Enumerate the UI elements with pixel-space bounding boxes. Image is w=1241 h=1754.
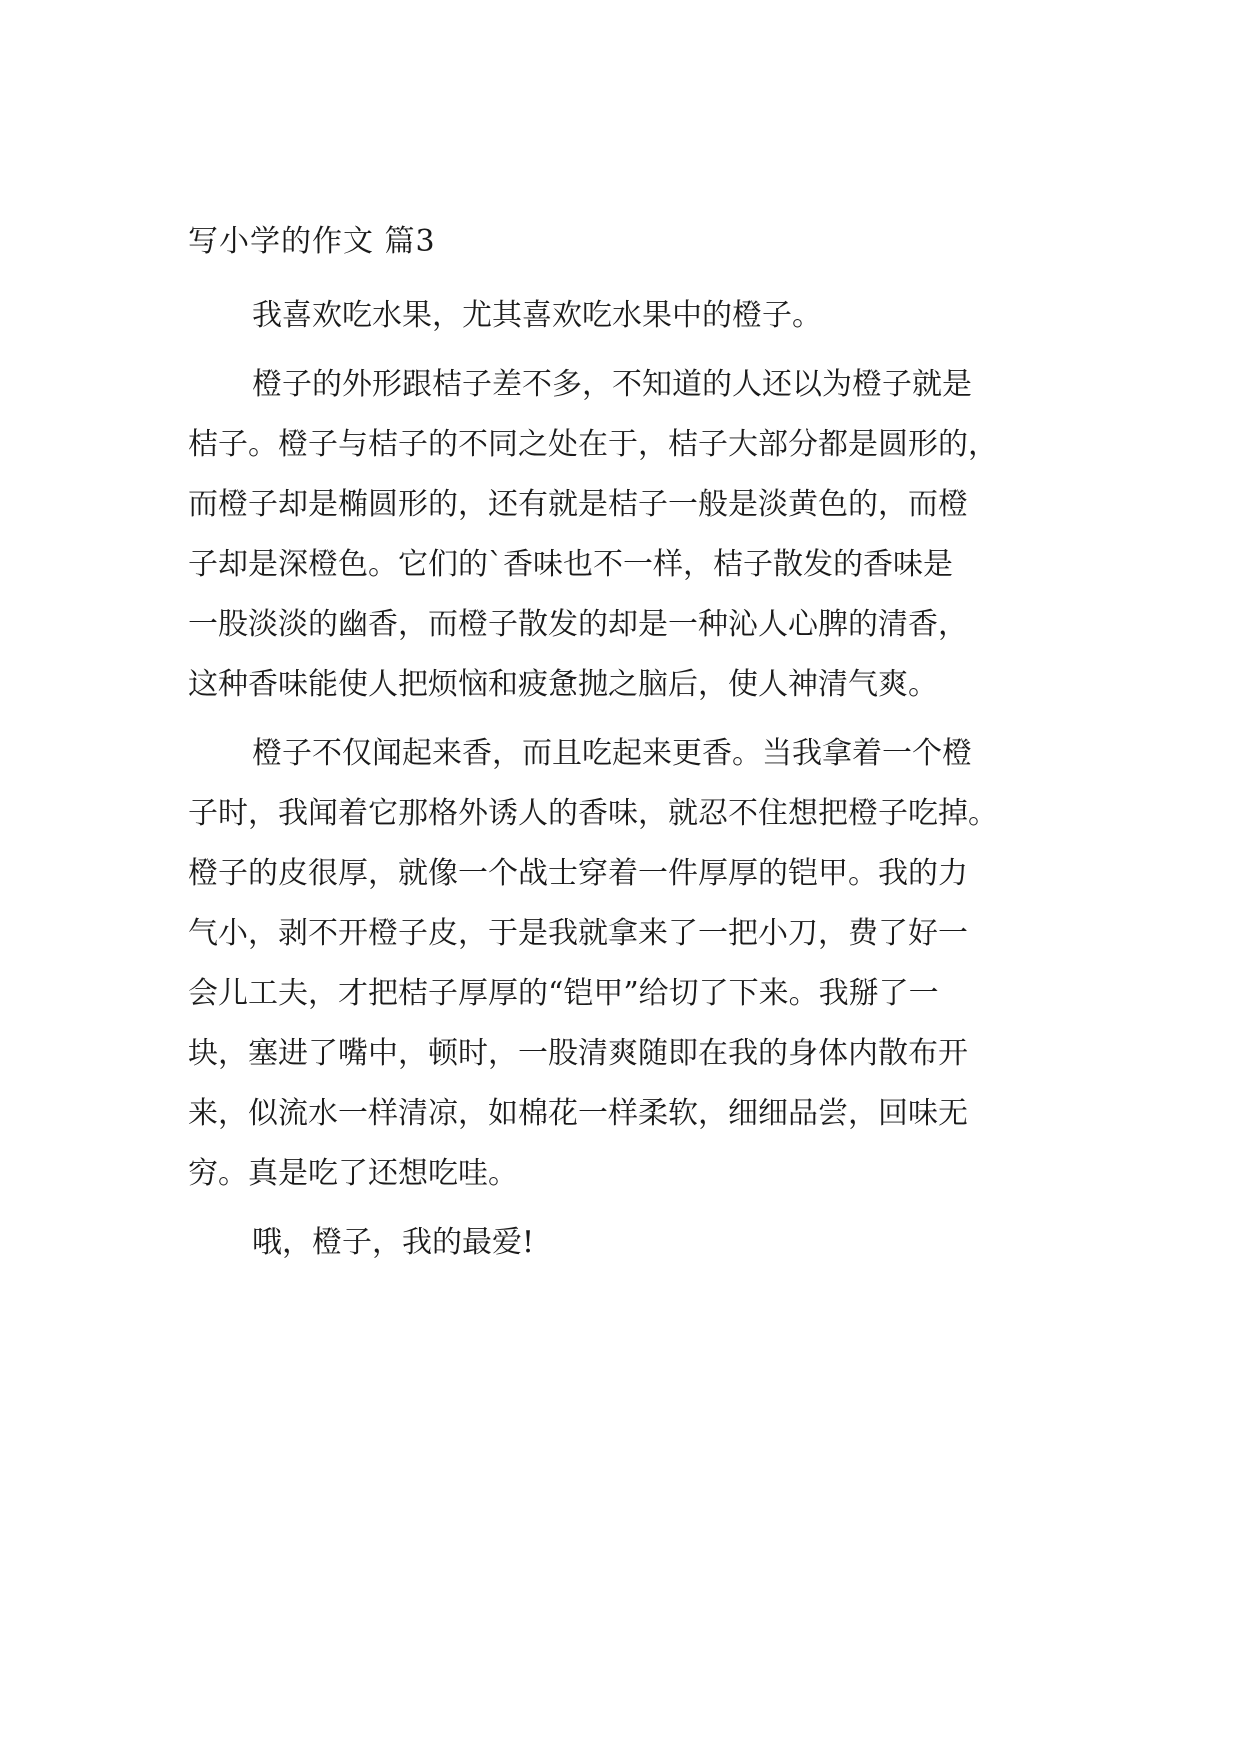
paragraph-comparison	[188, 355, 1068, 715]
text-line: 哦，橙子，我的最爱!	[252, 1225, 535, 1260]
document-page	[188, 222, 1068, 1282]
text-line: 橙子的皮很厚，就像一个战士穿着一件厚厚的铠甲。我的力	[188, 856, 968, 891]
text-line: 会儿工夫，才把桔子厚厚的“铠甲”给切了下来。我掰了一	[188, 976, 939, 1011]
text-line: 子却是深橙色。它们的`香味也不一样，桔子散发的香味是	[188, 547, 953, 582]
document-title: 写小学的作文 篇3	[188, 224, 436, 259]
text-line: 来，似流水一样清凉，如棉花一样柔软，细细品尝，回味无	[188, 1096, 968, 1131]
text-line: 橙子的外形跟桔子差不多，不知道的人还以为橙子就是	[252, 367, 972, 402]
text-line: 桔子。橙子与桔子的不同之处在于，桔子大部分都是圆形的，	[188, 427, 998, 462]
text-line: 这种香味能使人把烦恼和疲惫抛之脑后，使人神清气爽。	[188, 667, 938, 702]
text-line: 橙子不仅闻起来香，而且吃起来更香。当我拿着一个橙	[252, 736, 972, 771]
text-line: 子时，我闻着它那格外诱人的香味，就忍不住想把橙子吃掉。	[188, 796, 998, 831]
text-line: 一股淡淡的幽香，而橙子散发的却是一种沁人心脾的清香，	[188, 607, 968, 642]
paragraph-intro	[188, 286, 1068, 346]
text-line: 块，塞进了嘴中，顿时，一股清爽随即在我的身体内散布开	[188, 1036, 968, 1071]
text-line: 我喜欢吃水果，尤其喜欢吃水果中的橙子。	[252, 298, 822, 333]
paragraph-eating	[188, 724, 1068, 1204]
text-line: 穷。真是吃了还想吃哇。	[188, 1156, 518, 1191]
paragraph-conclusion	[188, 1213, 1068, 1273]
text-line: 而橙子却是椭圆形的，还有就是桔子一般是淡黄色的，而橙	[188, 487, 968, 522]
text-line: 气小，剥不开橙子皮，于是我就拿来了一把小刀，费了好一	[188, 916, 968, 951]
